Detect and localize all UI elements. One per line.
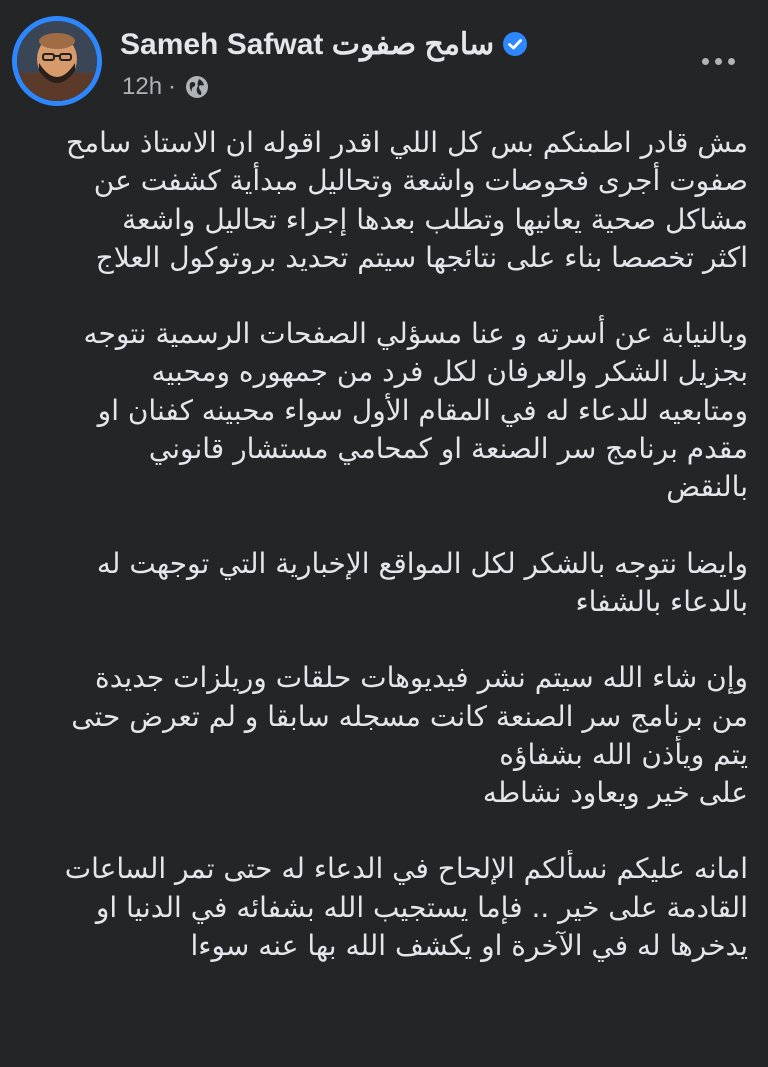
post-header: [12, 16, 756, 106]
text-line: اكثر تخصصا بناء على نتائجها سيتم تحديد بروتوكول العلاج: [95, 240, 748, 274]
post-body: [20, 124, 748, 1003]
more-options-dot: [715, 58, 722, 65]
post-paragraph: [20, 545, 748, 622]
text-line: يدخرها له في الآخرة او يكشف الله بها عنه سوءا: [190, 929, 748, 963]
text-line: من برنامج سر الصنعة كانت مسجله سابقا و لم تعرض حتى: [71, 699, 748, 733]
more-options-dot: [728, 58, 735, 65]
post-paragraph: [20, 659, 748, 812]
text-line: وإن شاء الله سيتم نشر فيديوهات حلقات وريلزات جديدة: [95, 661, 748, 695]
author-name[interactable]: Sameh Safwat سامح صفوت: [120, 27, 495, 61]
author-line: [120, 24, 528, 64]
globe-icon[interactable]: [184, 74, 210, 100]
text-line: امانه عليكم نسألكم الإلحاح في الدعاء له حتى تمر الساعات: [64, 852, 748, 886]
text-line: القادمة على خير .. فإما يستجيب الله بشفائه في الدنيا او: [95, 890, 748, 924]
text-line: بالدعاء بالشفاء: [575, 584, 748, 618]
more-options-button[interactable]: [698, 46, 738, 76]
text-line: وايضا نتوجه بالشكر لكل المواقع الإخبارية التي توجهت له: [96, 546, 748, 580]
post-paragraph: [20, 124, 748, 277]
text-line: ومتابعيه للدعاء له في المقام الأول سواء محبينه كفنان او: [97, 393, 748, 427]
post-time[interactable]: 12h: [122, 73, 163, 100]
text-line: مش قادر اطمنكم بس كل اللي اقدر اقوله ان الاستاذ سامح: [66, 126, 748, 159]
meta-separator: ·: [168, 73, 177, 100]
avatar[interactable]: [12, 16, 102, 106]
text-line: يتم ويأذن الله بشفاؤه: [499, 737, 748, 771]
avatar-photo: [17, 21, 97, 101]
text-line: وبالنيابة عن أسرته و عنا مسؤلي الصفحات الرسمية نتوجه: [83, 317, 748, 351]
text-line: بالنقض: [666, 470, 748, 504]
post-meta: [122, 72, 210, 102]
text-line: مقدم برنامج سر الصنعة او كمحامي مستشار قانوني: [148, 432, 748, 466]
verified-badge-icon: [502, 31, 528, 57]
text-line: على خير ويعاود نشاطه: [482, 776, 748, 810]
post-paragraph: [20, 315, 748, 506]
text-line: بجزيل الشكر والعرفان لكل فرد من جمهوره ومحبيه: [151, 355, 748, 389]
text-line: مشاكل صحية يعانيها وتطلب بعدها إجراء تحاليل واشعة: [122, 202, 748, 236]
avatar-portrait-icon: [17, 21, 97, 101]
text-line: صفوت أجرى فحوصات واشعة وتحاليل مبدأية كشفت عن: [93, 164, 748, 198]
post-paragraph: [20, 850, 748, 965]
more-options-icon: [702, 58, 709, 65]
